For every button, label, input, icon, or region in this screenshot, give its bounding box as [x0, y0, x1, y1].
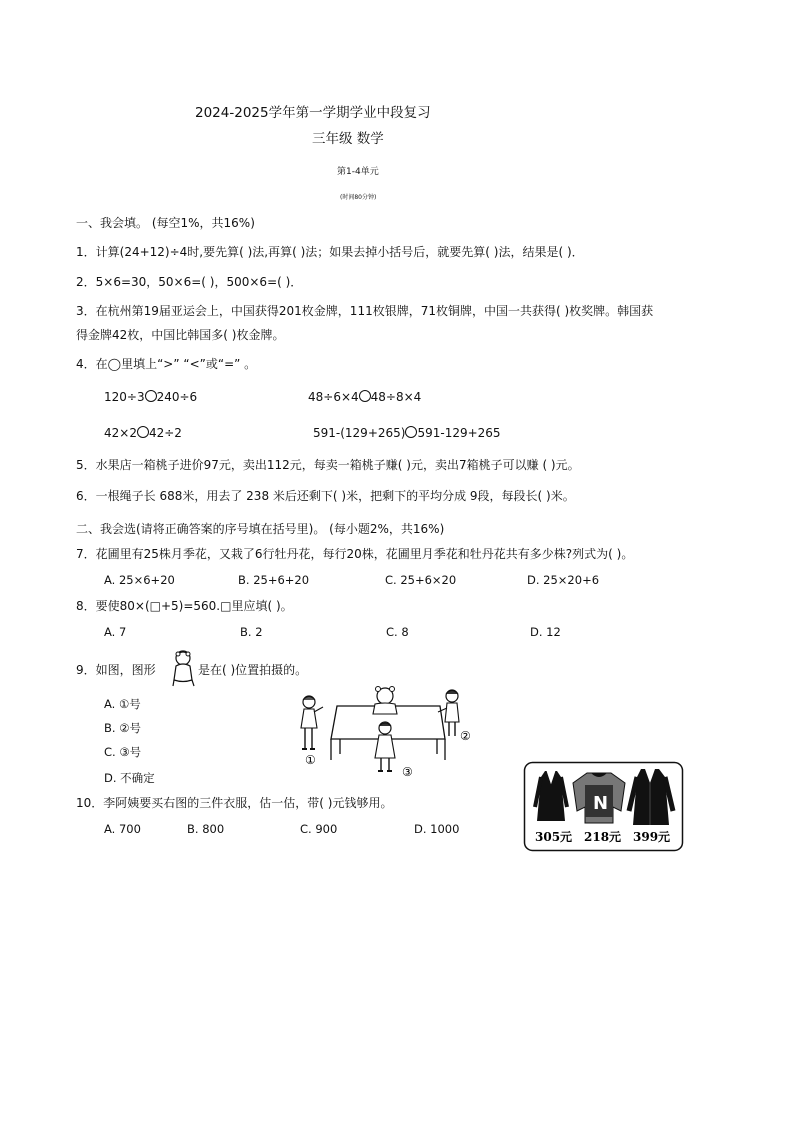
q7-option-c[interactable]: C. 25+6×20: [385, 573, 457, 587]
q9-option-c[interactable]: C. ③号: [104, 745, 142, 759]
question-6: 6．一根绳子长 688米，用去了 238 米后还剩下( )米，把剩下的平均分成 9段，每段长( )米。: [76, 489, 575, 503]
q10-option-d[interactable]: D. 1000: [414, 822, 460, 836]
question-4: 4．在◯里填上“>” “<”或“=” 。: [76, 357, 257, 371]
question-9-post: 是在( )位置拍摄的。: [198, 663, 308, 677]
compare-item-2: [308, 389, 421, 405]
sweater-letter: N: [593, 793, 609, 814]
q8-option-b[interactable]: B. 2: [240, 625, 263, 639]
compare-left: 591-(129+265): [313, 426, 406, 440]
question-9-pre: 9．如图，图形: [76, 663, 156, 677]
compare-circle[interactable]: [137, 426, 149, 438]
exam-title: 2024-2025学年第一学期学业中段复习: [195, 105, 431, 121]
question-5: 5．水果店一箱桃子进价97元，卖出112元，每卖一箱桃子赚( )元，卖出7箱桃子可以赚 ( )元。: [76, 458, 580, 472]
question-1: 1．计算(24+12)÷4时,要先算( )法,再算( )法；如果去掉小括号后，就要先算( )法，结果是( )．: [76, 245, 584, 259]
compare-left: 42×2: [104, 426, 137, 440]
compare-right: 48÷8×4: [370, 390, 422, 404]
overcoat-icon: [629, 769, 673, 825]
compare-item-4: [313, 425, 501, 441]
price-coat: 305元: [535, 830, 573, 844]
position-label-2: ②: [460, 729, 471, 743]
compare-circle[interactable]: [145, 390, 157, 402]
position-label-3: ③: [402, 765, 413, 779]
compare-left: 120÷3: [104, 390, 145, 404]
compare-item-1: [104, 389, 197, 405]
child-back-icon: [170, 648, 200, 688]
coat-icon: [535, 771, 567, 821]
q10-option-a[interactable]: A. 700: [104, 822, 141, 836]
q10-option-c[interactable]: C. 900: [300, 822, 338, 836]
section2-heading: 二、我会选(请将正确答案的序号填在括号里)。 (每小题2%，共16%): [76, 522, 445, 536]
table-scene-figure: [295, 684, 480, 782]
compare-left: 48÷6×4: [308, 390, 359, 404]
question-10: 10．李阿姨要买右图的三件衣服，估一估，带( )元钱够用。: [76, 796, 393, 810]
compare-circle[interactable]: [405, 426, 417, 438]
question-7: 7．花圃里有25株月季花，又栽了6行牡丹花，每行20株，花圃里月季花和牡丹花共有多少株?列式为( )。: [76, 547, 634, 561]
compare-right: 240÷6: [156, 390, 198, 404]
exam-time: (时间80分钟): [340, 194, 377, 201]
exam-subtitle: 三年级 数学: [312, 131, 384, 147]
section1-heading: 一、我会填。 (每空1%，共16%): [76, 216, 255, 230]
q8-option-d[interactable]: D. 12: [530, 625, 561, 639]
q9-option-b[interactable]: B. ②号: [104, 721, 142, 735]
compare-item-3: [104, 425, 182, 441]
q9-option-d[interactable]: D. 不确定: [104, 771, 155, 785]
q9-option-a[interactable]: A. ①号: [104, 697, 141, 711]
question-3-line2: 得金牌42枚，中国比韩国多( )枚金牌。: [76, 328, 285, 342]
compare-right: 42÷2: [148, 426, 182, 440]
price-overcoat: 399元: [633, 830, 671, 844]
q7-option-d[interactable]: D. 25×20+6: [527, 573, 600, 587]
price-sweater: 218元: [584, 830, 622, 844]
q7-option-a[interactable]: A. 25×6+20: [104, 573, 175, 587]
exam-unit: 第1-4单元: [337, 167, 379, 177]
q8-option-a[interactable]: A. 7: [104, 625, 127, 639]
compare-circle[interactable]: [359, 390, 371, 402]
q10-option-b[interactable]: B. 800: [187, 822, 225, 836]
compare-right: 591-129+265: [417, 426, 501, 440]
question-3-line1: 3．在杭州第19届亚运会上，中国获得201枚金牌，111枚银牌，71枚铜牌，中国一共获得( )枚奖牌。韩国获: [76, 304, 654, 318]
question-2: 2．5×6=30，50×6=( )，500×6=( )．: [76, 275, 303, 289]
position-label-1: ①: [305, 753, 316, 767]
q8-option-c[interactable]: C. 8: [386, 625, 409, 639]
question-8: 8．要使80×(□+5)=560.□里应填( )。: [76, 599, 293, 613]
q7-option-b[interactable]: B. 25+6+20: [238, 573, 310, 587]
clothes-price-figure: [523, 761, 684, 852]
